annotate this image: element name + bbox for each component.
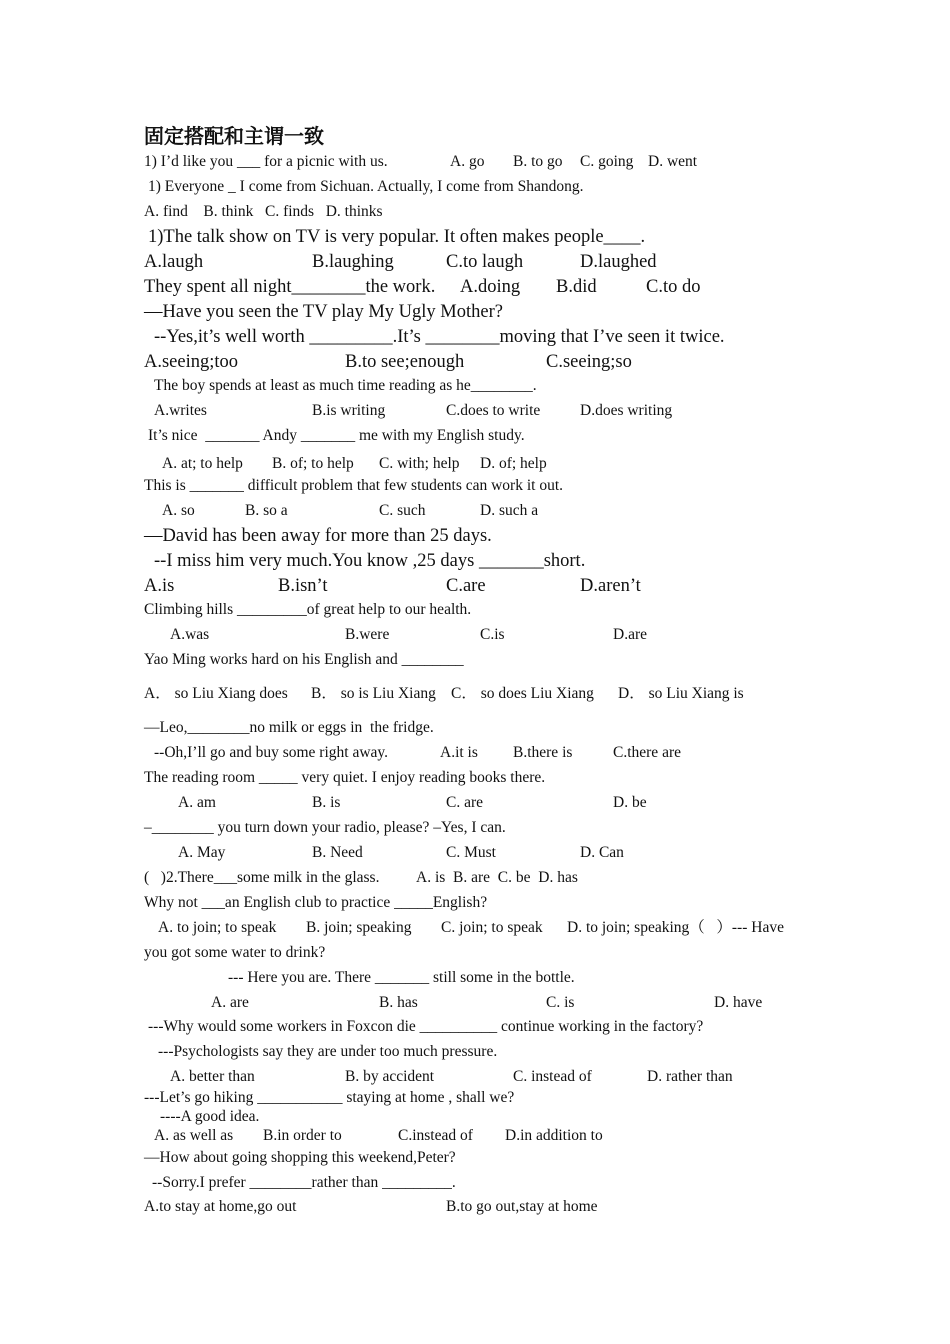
option: B.to go out,stay at home	[446, 1198, 598, 1215]
option: B.isn’t	[278, 576, 328, 596]
option: B. so a	[245, 502, 288, 519]
option: C.seeing;so	[546, 352, 632, 372]
question-text: --Oh,I’ll go and buy some right away.	[154, 744, 389, 761]
option: C. with; help	[379, 455, 460, 472]
question-text: you got some water to drink?	[144, 944, 326, 961]
question-text: —How about going shopping this weekend,Peter?	[144, 1149, 456, 1166]
option: A. so	[162, 502, 195, 519]
option: A.is	[144, 576, 175, 596]
option: D. be	[613, 794, 647, 811]
option: D.in addition to	[505, 1127, 603, 1144]
option: C. going	[580, 153, 634, 170]
option: B.were	[345, 626, 390, 643]
option: B． so is Liu Xiang	[311, 685, 436, 702]
option: C.instead of	[398, 1127, 473, 1144]
option: C． so does Liu Xiang	[451, 685, 594, 702]
question-text: Why not ___an English club to practice _____English?	[144, 894, 488, 911]
option: C. instead of	[513, 1068, 592, 1085]
question-text: --I miss him very much.You know ,25 days _______short.	[154, 551, 586, 571]
question-text: ( )2.There___some milk in the glass.	[144, 869, 380, 886]
option: A. are	[211, 994, 249, 1011]
option: A.writes	[154, 402, 207, 419]
question-text: The reading room _____ very quiet. I enjoy reading books there.	[144, 769, 546, 786]
option: D.laughed	[580, 252, 657, 272]
question-text: —David has been away for more than 25 days.	[144, 526, 492, 546]
option: B.in order to	[263, 1127, 342, 1144]
question-text: They spent all night________the work.	[144, 277, 436, 297]
option: C. are	[446, 794, 484, 811]
option: A. better than	[170, 1068, 255, 1085]
option: B. join; speaking	[306, 919, 412, 936]
option-line: A. find B. think C. finds D. thinks	[144, 203, 383, 220]
option: D. have	[714, 994, 763, 1011]
option: A.was	[170, 626, 210, 643]
option: A. as well as	[154, 1127, 234, 1144]
option: B. to go	[513, 153, 563, 170]
option: A. at; to help	[162, 455, 243, 472]
option: C.does to write	[446, 402, 541, 419]
option: A. go	[450, 153, 485, 170]
question-text: Climbing hills _________of great help to our health.	[144, 601, 472, 618]
option: D.are	[613, 626, 647, 643]
option: B.laughing	[312, 252, 394, 272]
question-text: —Leo,________no milk or eggs in the fridge.	[144, 719, 434, 736]
option: B.is writing	[312, 402, 386, 419]
option: C. Must	[446, 844, 496, 861]
option: B. of; to help	[272, 455, 354, 472]
option: B.did	[556, 277, 597, 297]
option: D. rather than	[647, 1068, 733, 1085]
question-text: --Yes,it’s well worth _________.It’s ________moving that I’ve seen it twice.	[154, 327, 725, 347]
option: D. Can	[580, 844, 624, 861]
question-text: ---Why would some workers in Foxcon die __________ continue working in the factory?	[148, 1018, 704, 1035]
question-text: --Sorry.I prefer ________rather than _________.	[152, 1174, 456, 1191]
document-title: 固定搭配和主谓一致	[144, 126, 324, 148]
question-text: —Have you seen the TV play My Ugly Mother?	[144, 302, 503, 322]
option: D.aren’t	[580, 576, 641, 596]
question-text: The boy spends at least as much time reading as he________.	[154, 377, 537, 394]
option: D. of; help	[480, 455, 547, 472]
option: C.to do	[646, 277, 701, 297]
option: A.to stay at home,go out	[144, 1198, 297, 1215]
question-text: ---Let’s go hiking ___________ staying at home , shall we?	[144, 1089, 515, 1106]
question-text: –________ you turn down your radio, please? –Yes, I can.	[144, 819, 506, 836]
option: D． so Liu Xiang is	[618, 685, 744, 702]
option: B.there is	[513, 744, 573, 761]
option: A.laugh	[144, 252, 204, 272]
option: A.doing	[460, 277, 521, 297]
question-text: 1) Everyone _ I come from Sichuan. Actually, I come from Shandong.	[148, 178, 584, 195]
option: C.to laugh	[446, 252, 524, 272]
option: A.seeing;too	[144, 352, 239, 372]
option: C. join; to speak	[441, 919, 543, 936]
question-text: --- Here you are. There _______ still some in the bottle.	[228, 969, 575, 986]
option: C. is	[546, 994, 575, 1011]
option: B. by accident	[345, 1068, 435, 1085]
option: D. such a	[480, 502, 539, 519]
question-text: ---Psychologists say they are under too much pressure.	[158, 1043, 498, 1060]
question-text: 1)The talk show on TV is very popular. It often makes people____.	[148, 227, 646, 247]
option: A.it is	[440, 744, 478, 761]
option: B.to see;enough	[345, 352, 465, 372]
option: B. has	[379, 994, 418, 1011]
option: C.are	[446, 576, 486, 596]
question-text: Yao Ming works hard on his English and ________	[144, 651, 464, 668]
question-text: This is _______ difficult problem that few students can work it out.	[144, 477, 564, 494]
option: A． so Liu Xiang does	[144, 685, 288, 702]
option: A. to join; to speak	[158, 919, 277, 936]
option: A. am	[178, 794, 216, 811]
question-text: ----A good idea.	[160, 1108, 260, 1125]
option: D. went	[648, 153, 698, 170]
option: D. to join; speaking（ ）--- Have	[567, 919, 784, 936]
option-line: A. is B. are C. be D. has	[416, 869, 578, 886]
option: C. such	[379, 502, 426, 519]
option: C.is	[480, 626, 505, 643]
question-text: It’s nice _______ Andy _______ me with my English study.	[148, 427, 525, 444]
option: B. is	[312, 794, 341, 811]
option: C.there are	[613, 744, 681, 761]
option: A. May	[178, 844, 226, 861]
option: B. Need	[312, 844, 363, 861]
option: D.does writing	[580, 402, 673, 419]
question-text: 1) I’d like you ___ for a picnic with us.	[144, 153, 388, 170]
